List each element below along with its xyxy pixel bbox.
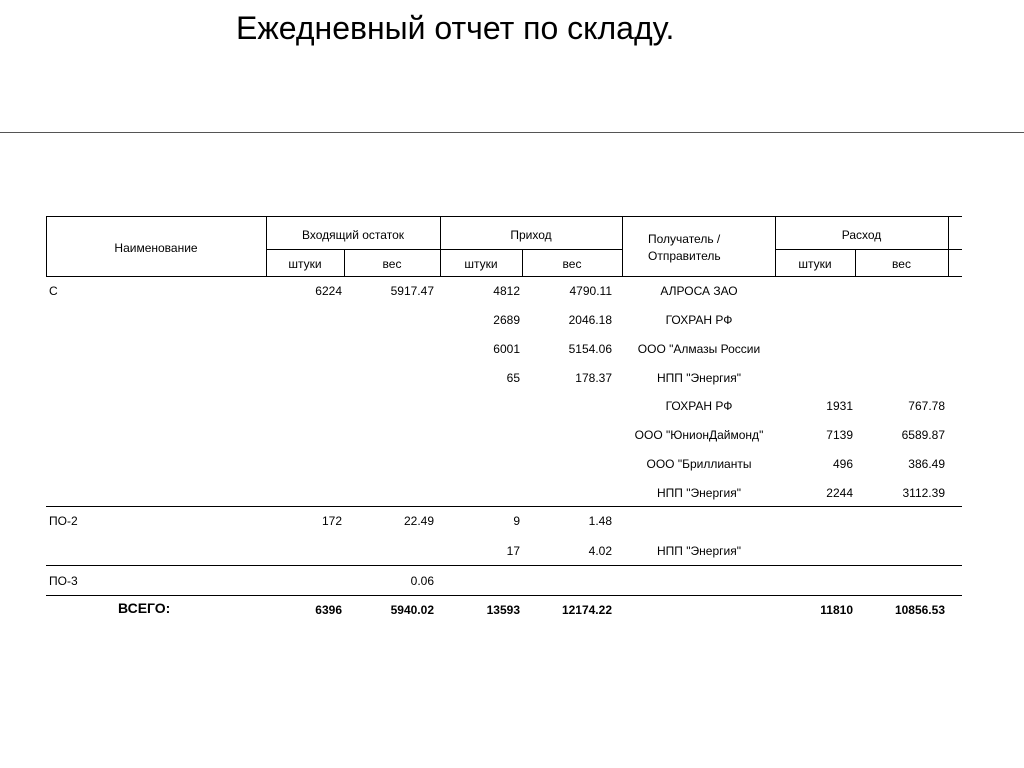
- cell-party: АЛРОСА ЗАО: [660, 284, 738, 298]
- cell-out-pcs: 7139: [826, 428, 853, 442]
- cell-op-w: 5917.47: [390, 284, 434, 298]
- page-title: Ежедневный отчет по складу.: [236, 10, 675, 46]
- header-col-divider: [948, 216, 949, 277]
- header-opening-weight: вес: [382, 257, 402, 271]
- warehouse-report-table: [46, 216, 962, 636]
- total-op-pcs: 6396: [315, 603, 342, 617]
- cell-out-w: 3112.39: [902, 486, 945, 500]
- total-out-w: 10856.53: [894, 603, 945, 617]
- header-top-border: [46, 216, 962, 217]
- cell-party: НПП "Энергия": [657, 371, 741, 385]
- header-bottom-border: [46, 276, 962, 277]
- group-separator: [46, 506, 962, 507]
- cell-in-pcs: 6001: [493, 342, 520, 356]
- header-subrow-border: [266, 249, 622, 250]
- header-opening-pcs: штуки: [288, 257, 322, 271]
- cell-in-w: 1.48: [588, 514, 612, 528]
- cell-op-w: 0.06: [410, 574, 434, 588]
- cell-in-w: 4.02: [588, 544, 612, 558]
- header-expense-pcs: штуки: [798, 257, 832, 271]
- cell-party: ГОХРАН РФ: [665, 399, 733, 413]
- header-opening-balance: Входящий остаток: [302, 228, 404, 242]
- cell-out-w: 6589.87: [901, 428, 945, 442]
- title-divider: [0, 132, 1024, 133]
- cell-op-pcs: 6224: [315, 284, 342, 298]
- cell-in-pcs: 4812: [493, 284, 520, 298]
- cell-party: ООО "Бриллианты: [646, 457, 752, 471]
- cell-op-w: 22.49: [403, 514, 434, 528]
- header-subrow-border-expense: [775, 249, 962, 250]
- header-receipt-weight: вес: [562, 257, 582, 271]
- cell-party: ООО "ЮнионДаймонд": [634, 428, 764, 442]
- cell-out-w: 767.78: [908, 399, 945, 413]
- group-separator: [46, 595, 962, 596]
- header-expense-weight: вес: [892, 257, 911, 271]
- cell-in-pcs: 9: [513, 514, 520, 528]
- cell-in-w: 178.37: [575, 371, 612, 385]
- cell-out-pcs: 2244: [826, 486, 853, 500]
- header-col-divider: [622, 216, 623, 277]
- cell-name: ПО-3: [49, 574, 78, 588]
- cell-out-w: 386.49: [908, 457, 945, 471]
- cell-in-w: 4790.11: [569, 284, 612, 298]
- header-name: Наименование: [114, 241, 198, 255]
- cell-party: ГОХРАН РФ: [665, 313, 733, 327]
- cell-in-pcs: 65: [506, 371, 520, 385]
- cell-op-pcs: 172: [321, 514, 342, 528]
- header-expense: Расход: [841, 228, 882, 242]
- total-in-pcs: 13593: [486, 603, 520, 617]
- header-receipt: Приход: [510, 228, 552, 242]
- cell-in-pcs: 17: [506, 544, 520, 558]
- total-op-w: 5940.02: [390, 603, 434, 617]
- cell-in-w: 2046.18: [568, 313, 612, 327]
- cell-party: НПП "Энергия": [657, 486, 741, 500]
- total-out-pcs: 11810: [820, 603, 853, 617]
- cell-in-w: 5154.06: [568, 342, 612, 356]
- cell-name: С: [49, 284, 58, 298]
- cell-out-pcs: 496: [832, 457, 853, 471]
- group-separator: [46, 565, 962, 566]
- header-receipt-pcs: штуки: [464, 257, 498, 271]
- total-in-w: 12174.22: [561, 603, 612, 617]
- cell-name: ПО-2: [49, 514, 78, 528]
- cell-out-pcs: 1931: [826, 399, 853, 413]
- cell-party: ООО "Алмазы России: [637, 342, 761, 356]
- header-recipient-sender: Получатель / Отправитель: [648, 232, 721, 263]
- cell-in-pcs: 2689: [493, 313, 520, 327]
- total-label: ВСЕГО:: [118, 600, 171, 616]
- cell-party: НПП "Энергия": [657, 544, 741, 558]
